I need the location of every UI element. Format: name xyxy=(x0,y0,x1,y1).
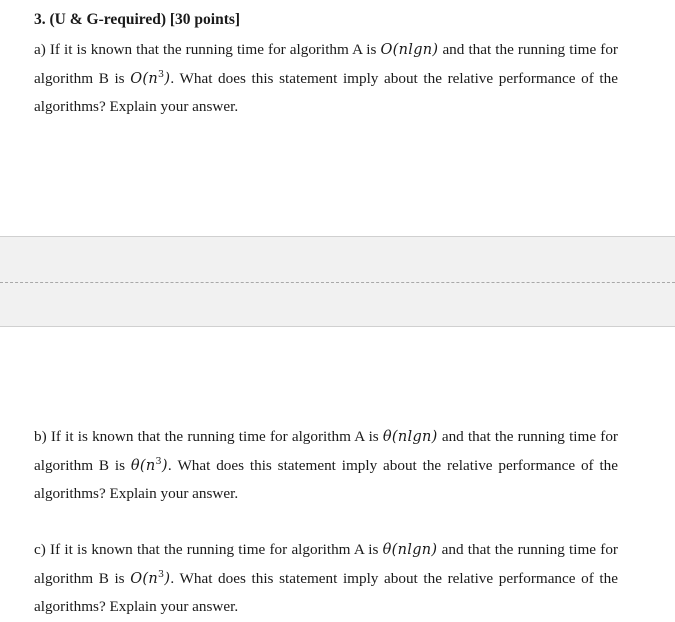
part-a-text-3: . What does this statement imply about the relative performance of the algorithms? Explain your answer. xyxy=(34,69,618,115)
part-b-text-1: b) If it is known that the running time for algorithm A is xyxy=(34,428,383,445)
part-b-text-2: and that the running time for algorithm B is xyxy=(34,428,618,474)
part-c-text-2: and that the running time for algorithm B is xyxy=(34,541,618,587)
part-c-math-algorithm-a: θ(nlgn) xyxy=(382,542,438,558)
part-b-math-algorithm-a: θ(nlgn) xyxy=(382,429,438,445)
part-c-math-algorithm-b: $O(n^3)$ xyxy=(130,568,171,587)
page-break-dashed-line xyxy=(0,282,675,283)
question-heading: 3. (U & G-required) [30 points] xyxy=(34,11,241,28)
question-part-a xyxy=(34,36,618,122)
part-a-text-1: a) If it is known that the running time for algorithm A is xyxy=(34,41,381,58)
part-c-text-1: c) If it is known that the running time for algorithm A is xyxy=(34,541,383,558)
part-c-text-3: . What does this statement imply about the relative performance of the algorithms? Explain your answer. xyxy=(34,569,618,615)
part-b-math-algorithm-b: $\theta(n^3)$ xyxy=(130,455,168,474)
part-a-text-2: and that the running time for algorithm B is xyxy=(34,41,618,87)
part-a-math-algorithm-a: O(nlgn) xyxy=(380,42,439,58)
page-break xyxy=(0,236,675,327)
question-part-c xyxy=(34,536,618,622)
question-part-b xyxy=(34,423,618,509)
part-b-text-3: . What does this statement imply about the relative performance of the algorithms? Explain your answer. xyxy=(34,456,619,502)
part-a-math-algorithm-b: $O(n^3)$ xyxy=(130,68,171,87)
